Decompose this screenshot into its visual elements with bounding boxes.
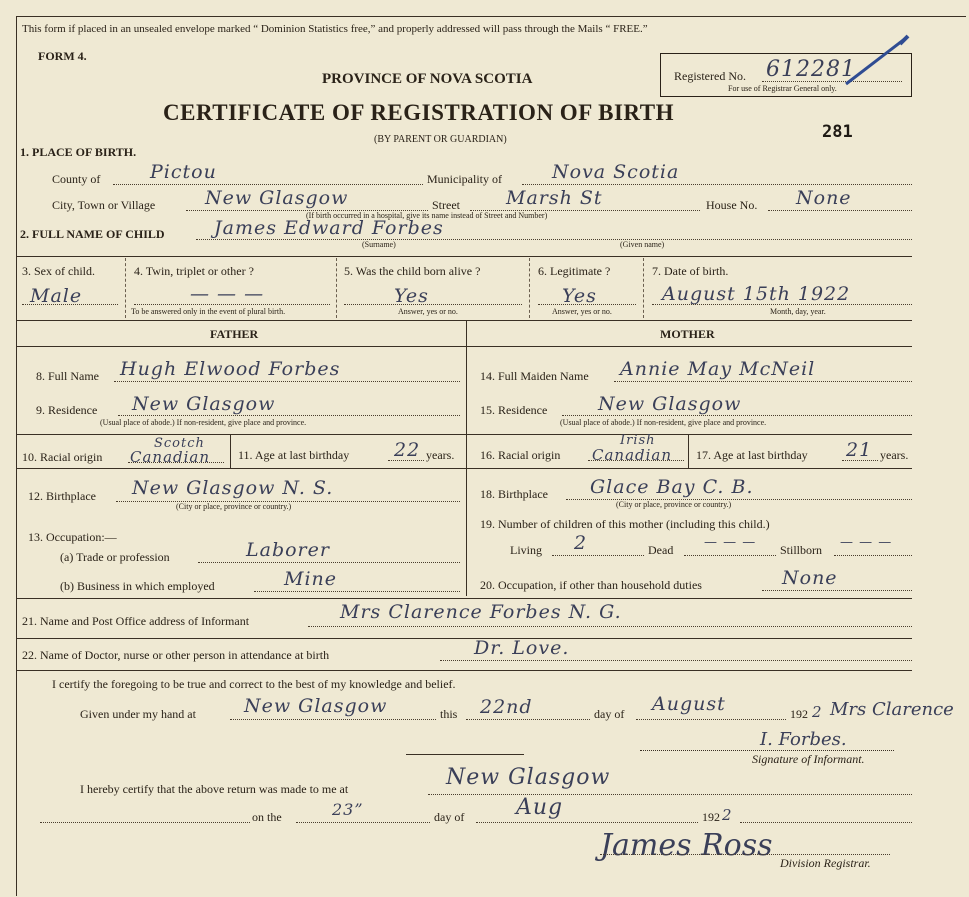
hospital-note: (If birth occurred in a hospital, give its name instead of Street and Number) [306,211,548,220]
given-place-value: New Glasgow [244,695,388,717]
sex-value: Male [30,285,83,307]
day-of-label: day of [594,707,625,721]
surname-note: (Surname) [362,240,396,249]
division-registrar-label: Division Registrar. [780,856,871,870]
doctor-top-rule [16,638,912,639]
father-trade-label: (a) Trade or profession [60,550,170,564]
municipality-line [522,184,912,185]
father-name-label: 8. Full Name [36,369,99,383]
father-name-line [114,381,460,382]
on-the-label: on the [252,810,282,824]
informant-value: Mrs Clarence Forbes N. G. [340,601,622,623]
father-racial-line [128,462,224,463]
separator-rule [406,754,524,755]
mother-residence-line [562,415,912,416]
province-title: PROVINCE OF NOVA SCOTIA [322,71,533,87]
mother-age-value: 21 [846,439,873,461]
father-age-divider [230,434,231,468]
month-value: August [652,693,726,715]
legitimate-line [538,304,636,305]
facts-divider-4 [643,258,644,318]
left-border [16,16,17,896]
twin-note: To be answered only in the event of plural birth. [131,307,286,316]
father-residence-value: New Glasgow [132,393,276,415]
mother-residence-label: 15. Residence [480,403,548,417]
father-age-value: 22 [394,439,421,461]
city-label: City, Town or Village [52,198,156,212]
sex-label: 3. Sex of child. [22,264,95,278]
top-border [16,16,966,17]
mother-age-divider [688,434,689,468]
page-subtitle: (BY PARENT OR GUARDIAN) [374,134,507,145]
year-prefix: 192 [790,707,808,721]
parents-top-rule [16,320,912,321]
father-racial-bottom-rule [16,468,466,469]
house-value: None [796,187,852,209]
date-value: August 15th 1922 [662,283,851,305]
father-residence-label: 9. Residence [36,403,98,417]
mother-birthplace-label: 18. Birthplace [480,487,548,501]
dead-label: Dead [648,543,674,557]
doctor-label: 22. Name of Doctor, nurse or other person in attendance at birth [22,648,330,662]
registration-label: Registered No. [674,69,746,83]
living-value: 2 [574,532,588,554]
given-label: Given under my hand at [80,707,196,721]
dead-value: — — — [704,535,757,550]
informant-label: 21. Name and Post Office address of Informant [22,614,250,628]
registrar-signature-line [600,854,890,855]
father-heading: FATHER [210,327,259,341]
living-label: Living [510,543,542,557]
mother-racial-label: 16. Racial origin [480,448,561,462]
day-value: 22nd [480,696,533,718]
informant-top-rule [16,598,912,599]
informant-line [308,626,912,627]
registration-stamp: 281 [822,122,853,142]
registrar-year-digit: 2 [722,806,733,824]
mother-racial-bottom-rule [466,468,912,469]
father-age-years: years. [426,448,455,462]
mother-age-line [842,460,878,461]
father-birthplace-label: 12. Birthplace [28,489,96,503]
mother-racial-extra: Irish [620,433,656,448]
dead-line [684,555,776,556]
parents-header-rule [16,346,912,347]
mother-birthplace-value: Glace Bay C. B. [590,476,754,498]
facts-top-rule [16,256,912,257]
child-name-value: James Edward Forbes [214,217,444,239]
mother-birthplace-note: (City or place, province or country.) [616,500,732,509]
father-birthplace-note: (City or place, province or country.) [176,502,292,511]
blue-check-mark [840,34,910,90]
this-label: this [440,707,458,721]
mother-residence-note: (Usual place of abode.) If non-resident, give place and province. [560,418,767,427]
mother-occupation-value: None [782,567,838,589]
mother-racial-value: Canadian [592,446,673,464]
year-digit: 2 [812,703,823,721]
father-birthplace-value: New Glasgow N. S. [132,477,334,499]
sex-line [22,304,118,305]
mother-racial-top-rule [466,434,912,435]
mother-occupation-label: 20. Occupation, if other than household duties [480,578,702,592]
stillborn-value: — — — [840,535,893,550]
mother-racial-line [588,460,684,461]
father-age-line [388,460,424,461]
informant-signature-line [640,750,894,751]
father-racial-top-rule [16,434,466,435]
twin-line [134,304,330,305]
father-age-label: 11. Age at last birthday [238,448,350,462]
father-residence-line [118,415,460,416]
child-name-line [196,239,912,240]
given-place-line [230,719,436,720]
day-line [466,719,590,720]
mother-residence-value: New Glasgow [598,393,742,415]
place-of-birth-heading: 1. PLACE OF BIRTH. [20,145,137,159]
street-value: Marsh St [506,187,603,209]
doctor-value: Dr. Love. [474,637,570,659]
page-title: CERTIFICATE OF REGISTRATION OF BIRTH [163,100,674,125]
facts-divider-2 [336,258,337,318]
registrar-place-value: New Glasgow [446,765,611,790]
date-note: Month, day, year. [770,307,826,316]
father-business-value: Mine [284,568,338,590]
legitimate-label: 6. Legitimate ? [538,264,611,278]
twin-label: 4. Twin, triplet or other ? [134,264,254,278]
born-alive-line [344,304,522,305]
registrar-month-value: Aug [516,795,564,820]
father-business-label: (b) Business in which employed [60,579,215,593]
registrar-month-line [476,822,698,823]
doctor-line [440,660,912,661]
postal-note: This form if placed in an unsealed envelope marked “ Dominion Statistics free,” and properly addressed will pass through the Mails “ FREE.” [22,23,648,35]
certification-statement: I certify the foregoing to be true and correct to the best of my knowledge and belief. [52,677,456,691]
registrar-lead-line [40,822,250,823]
twin-value: — — — [190,283,265,305]
father-occupation-label: 13. Occupation:— [28,530,117,544]
informant-signature: Mrs Clarence [830,699,954,720]
form-number: FORM 4. [38,49,87,63]
street-label: Street [432,198,460,212]
registrar-year-line [740,822,912,823]
registrar-place-line [428,794,912,795]
mother-name-label: 14. Full Maiden Name [480,369,589,383]
municipality-value: Nova Scotia [552,161,680,183]
county-line [113,184,423,185]
living-line [552,555,644,556]
born-alive-note: Answer, yes or no. [398,307,458,316]
municipality-label: Municipality of [427,172,502,186]
child-name-label: 2. FULL NAME OF CHILD [20,227,165,241]
registration-note: For use of Registrar General only. [728,84,837,93]
born-alive-value: Yes [394,285,429,307]
mother-occupation-line [762,590,912,591]
born-alive-label: 5. Was the child born alive ? [344,264,481,278]
informant-signature-line2: I. Forbes. [760,729,847,750]
father-trade-line [198,562,460,563]
father-racial-extra: Scotch [154,436,205,451]
stillborn-label: Stillborn [780,543,823,557]
mother-heading: MOTHER [660,327,715,341]
signature-of-informant-label: Signature of Informant. [752,752,865,766]
certification-top-rule [16,670,912,671]
father-name-value: Hugh Elwood Forbes [120,358,341,380]
father-racial-value: Canadian [130,448,211,466]
father-business-line [254,591,460,592]
legitimate-note: Answer, yes or no. [552,307,612,316]
registrar-day-of-label: day of [434,810,465,824]
city-value: New Glasgow [205,187,349,209]
stillborn-line [834,555,912,556]
father-trade-value: Laborer [246,539,330,561]
date-label: 7. Date of birth. [652,264,729,278]
registration-number: 612281 [766,57,856,82]
date-line [652,304,912,305]
registrar-day-value: 23” [332,800,364,819]
county-value: Pictou [150,161,217,183]
county-label: County of [52,172,101,186]
given-name-note: (Given name) [620,240,665,249]
registrar-year-prefix: 192 [702,810,720,824]
mother-age-label: 17. Age at last birthday [696,448,808,462]
house-line [768,210,912,211]
father-racial-label: 10. Racial origin [22,450,103,464]
father-residence-note: (Usual place of abode.) If non-resident, give place and province. [100,418,307,427]
registrar-statement: I hereby certify that the above return was made to me at [80,782,349,796]
mother-name-line [614,381,912,382]
legitimate-value: Yes [562,285,597,307]
house-label: House No. [706,198,758,212]
facts-divider-3 [529,258,530,318]
facts-divider-1 [125,258,126,318]
month-line [636,719,786,720]
mother-age-years: years. [880,448,909,462]
mother-name-value: Annie May McNeil [620,358,816,380]
registrar-signature: James Ross [600,828,773,863]
registrar-day-line [296,822,430,823]
children-label: 19. Number of children of this mother (including this child.) [480,517,770,531]
parents-divider [466,320,467,596]
